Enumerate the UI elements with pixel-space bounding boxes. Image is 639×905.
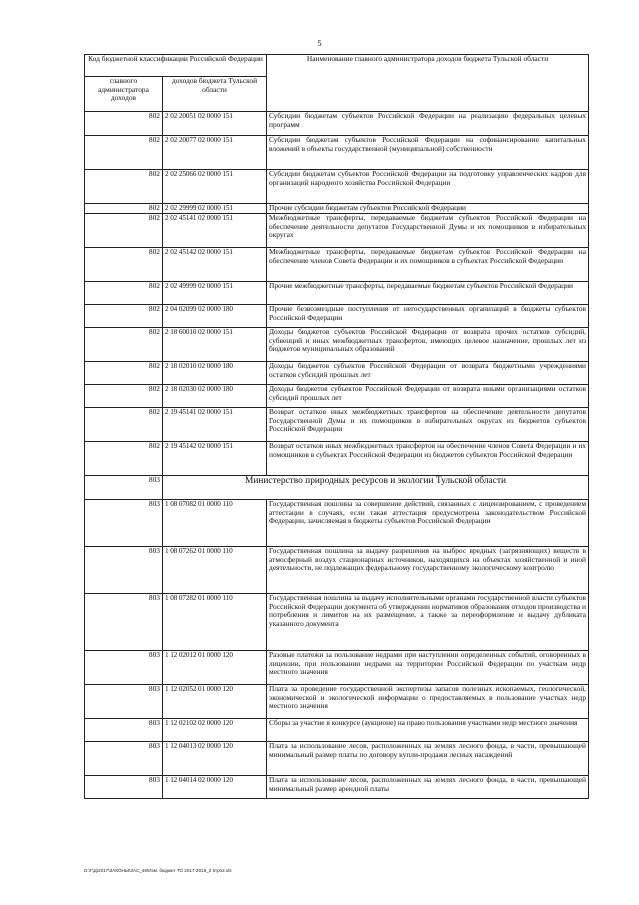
revenue-name-cell: Плата за использование лесов, расположенных на землях лесного фонда, в части, превышающей минимальный размер платы по договору купли-продажи лесных насаждений — [267, 742, 589, 776]
table-row — [85, 594, 589, 651]
table-body-803 — [85, 500, 589, 799]
revenue-name-cell: Сборы за участие в конкурсе (аукционе) на право пользования участками недр местного значения — [267, 719, 589, 742]
revenue-code-cell: 1 12 02012 01 0000 120 — [163, 651, 267, 685]
admin-code-cell: 803 — [85, 651, 163, 685]
table-row — [85, 305, 589, 328]
revenue-code-cell: 2 02 45141 02 0000 151 — [163, 214, 267, 248]
ministry-row — [85, 476, 589, 500]
admin-code-cell: 802 — [85, 170, 163, 204]
table-row — [85, 248, 589, 282]
table-row — [85, 547, 589, 594]
ministry-title: Министерство природных ресурсов и экологии Тульской области — [163, 476, 589, 500]
file-path-footer: D:\Г\Д\2017\ЗАКОНЫ\ЗАС_49\Изм. бюджет ТО 2017-2019_2 втрп2.xls — [84, 868, 232, 873]
revenue-name-cell: Субсидии бюджетам субъектов Российской Федерации на подготовку управленческих кадров для организаций народного хозяйства Российской Федерации — [267, 170, 589, 204]
revenue-name-cell: Прочие межбюджетные трансферты, передаваемые бюджетам субъектов Российской Федерации — [267, 282, 589, 305]
revenue-code-cell: 2 02 45142 02 0000 151 — [163, 248, 267, 282]
revenue-name-cell: Государственная пошлина за выдачу разрешения на выброс вредных (загрязняющих) веществ в атмосферный воздух стационарных источников, находящихся на объектах хозяйственной и иной деятельности, не подлежащих федеральному государственному экологическому контролю — [267, 547, 589, 594]
revenue-name-cell: Субсидии бюджетам субъектов Российской Федерации на реализацию федеральных целевых программ — [267, 112, 589, 136]
revenue-code-cell: 1 12 04014 02 0000 120 — [163, 776, 267, 799]
table-row — [85, 328, 589, 362]
admin-code-cell: 802 — [85, 328, 163, 362]
revenue-name-cell: Возврат остатков иных межбюджетных трансфертов на обеспечение деятельности депутатов Государственной Думы и их помощников в избирательных округах из бюджетов субъектов Российской Федерации — [267, 408, 589, 442]
admin-code-cell: 802 — [85, 362, 163, 385]
table-row — [85, 136, 589, 170]
revenue-code-cell: 2 02 20077 02 0000 151 — [163, 136, 267, 170]
revenue-name-cell: Возврат остатков иных межбюджетных трансфертов на обеспечение членов Совета Федерации и их помощников в субъектах Российской Федерации из бюджетов субъектов Российской Федерации — [267, 442, 589, 476]
revenue-name-cell: Плата за проведение государственной экспертизы запасов полезных ископаемых, геологической, экономической и экологической информации о предоставляемых в пользование участках недр местного значения — [267, 685, 589, 719]
revenue-code-cell: 2 02 20051 02 0000 151 — [163, 112, 267, 136]
admin-code-cell: 803 — [85, 685, 163, 719]
revenue-code-cell: 1 08 07082 01 0000 110 — [163, 500, 267, 547]
table-row — [85, 282, 589, 305]
admin-code-cell: 802 — [85, 442, 163, 476]
revenue-name-cell: Доходы бюджетов субъектов Российской Федерации от возврата бюджетными учреждениями остатков субсидий прошлых лет — [267, 362, 589, 385]
table-row — [85, 408, 589, 442]
revenue-name-cell: Доходы бюджетов субъектов Российской Федерации от возврата иными организациями остатков субсидий прошлых лет — [267, 385, 589, 408]
table-row — [85, 112, 589, 136]
revenue-name-cell: Прочие субсидии бюджетам субъектов Российской Федерации — [267, 204, 589, 214]
table-row — [85, 719, 589, 742]
revenue-code-cell: 1 12 04013 02 0000 120 — [163, 742, 267, 776]
admin-code-cell: 802 — [85, 214, 163, 248]
revenue-code-cell: 2 19 45141 02 0000 151 — [163, 408, 267, 442]
admin-column-header: главного администратора доходов — [85, 77, 163, 112]
table-row — [85, 776, 589, 799]
revenue-code-cell: 2 02 49999 02 0000 151 — [163, 282, 267, 305]
admin-code-cell: 803 — [85, 776, 163, 799]
revenue-code-cell: 2 18 02010 02 0000 180 — [163, 362, 267, 385]
revenue-name-cell: Плата за использование лесов, расположенных на землях лесного фонда, в части, превышающей минимальный размер арендной платы — [267, 776, 589, 799]
admin-code-cell: 802 — [85, 408, 163, 442]
revenue-code-cell: 1 08 07282 01 0000 110 — [163, 594, 267, 651]
table-row — [85, 385, 589, 408]
name-column-header: Наименование главного администратора доходов бюджета Тульской области — [267, 55, 589, 112]
revenue-name-cell: Государственная пошлина за выдачу исполнительными органами государственной власти субъектов Российской Федерации документа об утверждении нормативов образования отходов производства и потребления и лимитов на их размещение, а также за переоформление и выдачу дубликата указанного документа — [267, 594, 589, 651]
revenue-code-cell: 1 12 02102 02 0000 120 — [163, 719, 267, 742]
table-row — [85, 685, 589, 719]
revenue-code-cell: 2 18 60010 02 0000 151 — [163, 328, 267, 362]
table-row — [85, 170, 589, 204]
table-row — [85, 651, 589, 685]
revenue-code-cell: 2 02 25066 02 0000 151 — [163, 170, 267, 204]
table-row — [85, 442, 589, 476]
admin-code-cell: 802 — [85, 385, 163, 408]
revenue-name-cell: Доходы бюджетов субъектов Российской Федерации от возврата прочих остатков субсидий, субвенций и иных межбюджетных трансфертов, имеющих целевое назначение, прошлых лет из бюджетов муниципальных образований — [267, 328, 589, 362]
admin-code-cell: 802 — [85, 282, 163, 305]
revenue-code-cell: 2 19 45142 02 0000 151 — [163, 442, 267, 476]
table-row — [85, 500, 589, 547]
revenue-name-cell: Межбюджетные трансферты, передаваемые бюджетам субъектов Российской Федерации на обеспечение членов Совета Федерации и их помощников в субъектах Российской Федерации — [267, 248, 589, 282]
admin-code-cell: 803 — [85, 547, 163, 594]
admin-code-cell: 802 — [85, 136, 163, 170]
table-row — [85, 742, 589, 776]
table-row — [85, 362, 589, 385]
admin-code-cell: 802 — [85, 112, 163, 136]
table-row — [85, 204, 589, 214]
revenue-code-cell: 2 18 02030 02 0000 180 — [163, 385, 267, 408]
admin-code-cell: 803 — [85, 594, 163, 651]
admin-code-cell: 803 — [85, 719, 163, 742]
revenue-code-cell: 1 12 02052 01 0000 120 — [163, 685, 267, 719]
revenue-name-cell: Разовые платежи за пользование недрами при наступлении определенных событий, оговоренных в лицензии, при пользовании недрами на территории Российской Федерации по участкам недр местного значения — [267, 651, 589, 685]
revenue-code-cell: 2 04 02099 02 0000 180 — [163, 305, 267, 328]
table-row — [85, 214, 589, 248]
page-number: 5 — [317, 38, 322, 48]
admin-code-cell: 802 — [85, 204, 163, 214]
admin-code-cell: 803 — [85, 742, 163, 776]
revenue-name-cell: Межбюджетные трансферты, передаваемые бюджетам субъектов Российской Федерации на обеспечение деятельности депутатов Государственной Думы и их помощников в избирательных округах — [267, 214, 589, 248]
table-body-802 — [85, 112, 589, 476]
revenue-code-cell: 2 02 29999 02 0000 151 — [163, 204, 267, 214]
revenue-name-cell: Субсидии бюджетам субъектов Российской Федерации на софинансирование капитальных вложений в объекты государственной (муниципальной) собственности — [267, 136, 589, 170]
admin-code-cell: 802 — [85, 248, 163, 282]
code-group-header: Код бюджетной классификации Российской Федерации — [85, 55, 267, 77]
revenue-name-cell: Государственная пошлина за совершение действий, связанных с лицензированием, с проведением аттестации в случаях, если такая аттестация предусмотрена законодательством Российской Федерации, зачисляемая в бюджеты субъектов Российской Федерации — [267, 500, 589, 547]
revenue-column-header: доходов бюджета Тульской области — [163, 77, 267, 112]
ministry-admin-code: 803 — [85, 476, 163, 500]
revenue-administrators-table — [84, 54, 589, 799]
revenue-name-cell: Прочие безвозмездные поступления от негосударственных организаций в бюджеты субъектов Российской Федерации — [267, 305, 589, 328]
admin-code-cell: 803 — [85, 500, 163, 547]
admin-code-cell: 802 — [85, 305, 163, 328]
revenue-code-cell: 1 08 07262 01 0000 110 — [163, 547, 267, 594]
